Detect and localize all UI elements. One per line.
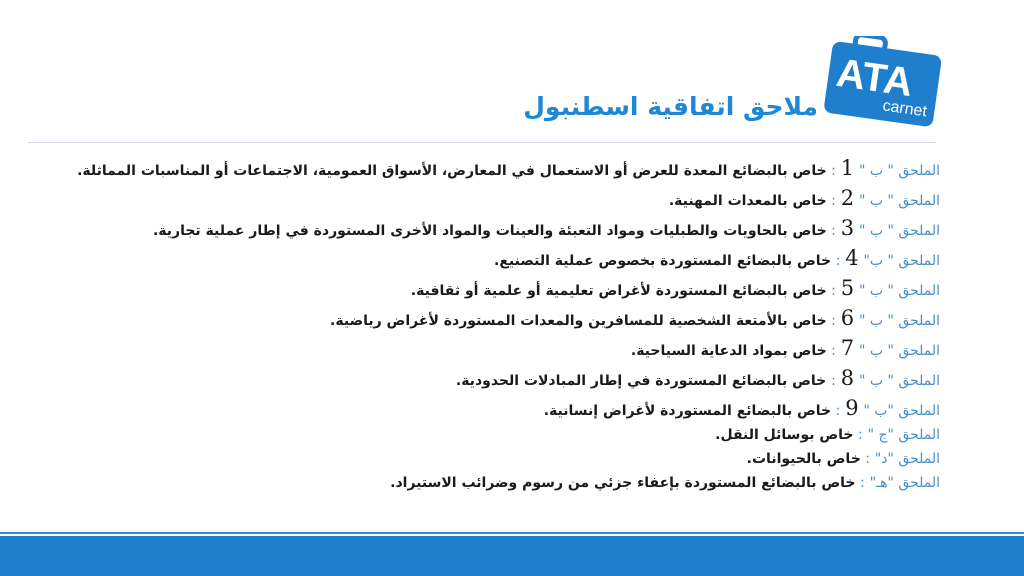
- annex-label: الملحق " ب ": [858, 223, 940, 239]
- footer-bar: [0, 536, 1024, 576]
- annex-item: [30, 363, 940, 393]
- annex-separator: :: [826, 313, 836, 329]
- annex-label: الملحق "ج ": [867, 427, 940, 443]
- annex-description: خاص بالبضائع المعدة للعرض أو الاستعمال في المعارض، الأسواق العمومية، الاجتماعات أو المناسبات المماثلة.: [77, 163, 827, 179]
- annex-label: الملحق " ب ": [858, 163, 940, 179]
- annex-description: خاص بالبضائع المستوردة لأغراض إنسانية.: [543, 403, 832, 419]
- annex-label: الملحق " ب ": [858, 313, 940, 329]
- annex-separator: :: [826, 223, 836, 239]
- annex-item: [30, 447, 940, 471]
- annex-separator: :: [826, 343, 836, 359]
- annex-item: [30, 471, 940, 495]
- annex-number: 5: [840, 276, 855, 300]
- annex-separator: :: [826, 163, 836, 179]
- annex-item: [30, 303, 940, 333]
- annex-description: خاص بالبضائع المستوردة لأغراض تعليمية أو علمية أو ثقافية.: [410, 283, 827, 299]
- annex-label: الملحق " ب": [863, 253, 940, 269]
- annex-number: 2: [840, 186, 855, 210]
- annex-label: الملحق " ب ": [858, 373, 940, 389]
- annex-item: [30, 423, 940, 447]
- annex-number: 9: [845, 396, 859, 420]
- annex-label: الملحق " ب ": [858, 283, 940, 299]
- page-title: ملاحق اتفاقية اسطنبول: [523, 92, 818, 121]
- annex-description: خاص بالمعدات المهنية.: [668, 193, 827, 209]
- annex-separator: :: [826, 283, 836, 299]
- annex-separator: :: [855, 475, 865, 491]
- annex-number: 3: [840, 216, 855, 240]
- annex-label: الملحق " ب ": [858, 343, 940, 359]
- annex-number: 1: [840, 156, 855, 180]
- annex-description: خاص بالحيوانات.: [746, 451, 861, 467]
- annex-description: خاص بمواد الدعاية السياحية.: [630, 343, 827, 359]
- annex-separator: :: [831, 373, 836, 389]
- annex-label: الملحق " ب ": [858, 193, 940, 209]
- annex-number: 4: [845, 246, 859, 270]
- ata-carnet-logo: [820, 36, 945, 128]
- annex-item: [30, 243, 940, 273]
- annex-description: خاص بالبضائع المستوردة في إطار المبادلات الحدودية.: [455, 373, 827, 389]
- annex-description: خاص بالأمتعة الشخصية للمسافرين والمعدات المستوردة لأغراض رياضية.: [330, 313, 827, 329]
- logo-brand-text: ATA: [833, 50, 916, 106]
- annex-separator: :: [853, 427, 863, 443]
- annex-item: [30, 333, 940, 363]
- annex-separator: :: [831, 253, 841, 269]
- annex-description: خاص بالبضائع المستوردة بإعفاء جزئي من رسوم وضرائب الاستيراد.: [390, 475, 856, 491]
- annex-description: خاص بالحاويات والطبليات ومواد التعبئة والعينات والمواد الأخرى المستوردة في إطار عملية تجارية.: [152, 223, 827, 239]
- annex-list: [30, 153, 940, 495]
- annex-separator: :: [860, 451, 870, 467]
- annex-number: 6: [840, 306, 855, 330]
- annex-item: [30, 183, 940, 213]
- annex-item: [30, 273, 940, 303]
- logo-sub-text: carnet: [881, 97, 928, 121]
- annex-number: 7: [840, 336, 855, 360]
- annex-label: الملحق "ب ": [863, 403, 940, 419]
- annex-item: [30, 153, 940, 183]
- footer-accent-line: [0, 532, 1024, 534]
- annex-description: خاص بوسائل النقل.: [715, 427, 854, 443]
- annex-item: [30, 213, 940, 243]
- annex-number: 8: [840, 366, 855, 390]
- annex-item: [30, 393, 940, 423]
- annex-label: الملحق "د": [874, 451, 940, 467]
- annex-separator: :: [831, 403, 841, 419]
- title-divider: [28, 142, 936, 143]
- annex-separator: :: [826, 193, 836, 209]
- annex-description: خاص بالبضائع المستوردة بخصوص عملية التصنيع.: [494, 253, 832, 269]
- annex-label: الملحق "هـ": [869, 475, 940, 491]
